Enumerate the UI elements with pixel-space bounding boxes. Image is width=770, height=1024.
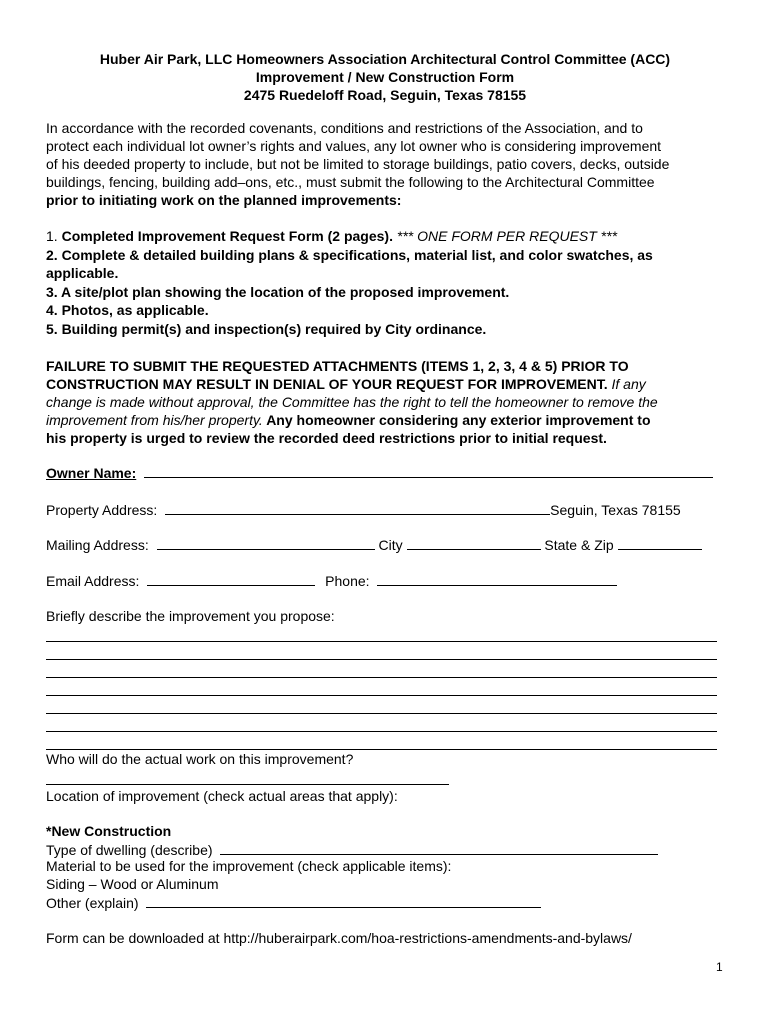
email-phone-row [46, 571, 617, 590]
city-field[interactable] [407, 535, 541, 550]
intro-line-2: protect each individual lot owner’s rights and values, any lot owner who is considering improvement [46, 138, 662, 154]
siding-option[interactable]: Siding – Wood or Aluminum [46, 876, 219, 892]
requirement-1-note: *** ONE FORM PER REQUEST *** [392, 228, 618, 244]
warning-line-2-bold: CONSTRUCTION MAY RESULT IN DENIAL OF YOUR REQUEST FOR IMPROVEMENT. [46, 376, 608, 392]
mailing-address-row [46, 535, 702, 554]
requirement-item-4: 4. Photos, as applicable. [46, 302, 209, 318]
warning-line-4 [46, 411, 726, 429]
describe-line-3[interactable] [46, 677, 717, 678]
download-note: Form can be downloaded at http://huberairpark.com/hoa-restrictions-amendments-and-bylaws/ [46, 930, 632, 946]
intro-paragraph [46, 119, 726, 209]
warning-line-4-bold: Any homeowner considering any exterior improvement to [262, 412, 651, 428]
email-address-label: Email Address: [46, 573, 140, 589]
owner-name-field[interactable] [144, 463, 713, 478]
who-label: Who will do the actual work on this improvement? [46, 751, 354, 767]
mailing-address-field[interactable] [157, 535, 375, 550]
describe-line-5[interactable] [46, 713, 717, 714]
property-address-label: Property Address: [46, 502, 158, 518]
state-zip-label: State & Zip [540, 537, 618, 553]
header-line-3: 2475 Ruedeloff Road, Seguin, Texas 78155 [243, 87, 527, 103]
who-field[interactable] [46, 784, 449, 785]
email-address-field[interactable] [147, 571, 315, 586]
phone-field[interactable] [377, 571, 617, 586]
phone-label: Phone: [325, 573, 370, 589]
warning-line-1: FAILURE TO SUBMIT THE REQUESTED ATTACHMENTS (ITEMS 1, 2, 3, 4 & 5) PRIOR TO [46, 358, 629, 374]
property-address-suffix: Seguin, Texas 78155 [550, 502, 681, 518]
other-field[interactable] [146, 893, 541, 908]
new-construction-heading: *New Construction [46, 823, 172, 839]
describe-label: Briefly describe the improvement you propose: [46, 608, 335, 624]
state-zip-field[interactable] [618, 535, 702, 550]
warning-paragraph [46, 357, 726, 447]
owner-name-row [46, 463, 713, 482]
warning-line-5: his property is urged to review the recorded deed restrictions prior to initial request. [46, 430, 607, 446]
intro-line-1: In accordance with the recorded covenants, conditions and restrictions of the Association, and to [46, 120, 643, 136]
requirement-item-2: 2. Complete & detailed building plans & specifications, material list, and color swatches, as [46, 246, 653, 263]
describe-line-4[interactable] [46, 695, 717, 696]
owner-name-label: Owner Name: [46, 465, 137, 481]
other-row [46, 893, 541, 912]
material-label: Material to be used for the improvement (check applicable items): [46, 858, 452, 874]
requirement-item-5: 5. Building permit(s) and inspection(s) required by City ordinance. [46, 320, 487, 337]
mailing-address-label: Mailing Address: [46, 537, 149, 553]
describe-line-1[interactable] [46, 641, 717, 642]
property-address-row [46, 500, 681, 519]
requirement-item-3: 3. A site/plot plan showing the location of the proposed improvement. [46, 283, 510, 300]
requirement-item-2-cont: applicable. [46, 265, 119, 281]
header-line-1: Huber Air Park, LLC Homeowners Association Architectural Control Committee (ACC) [99, 51, 671, 67]
location-label: Location of improvement (check actual areas that apply): [46, 788, 398, 804]
other-label: Other (explain) [46, 895, 139, 911]
property-address-field[interactable] [165, 500, 550, 515]
warning-line-2 [46, 375, 726, 393]
requirements-list [46, 227, 726, 338]
city-label: City [374, 537, 407, 553]
page-number: 1 [716, 960, 723, 974]
dwelling-field[interactable] [220, 840, 658, 855]
intro-line-3: of his deeded property to include, but not be limited to storage buildings, patio covers, decks, outside [46, 156, 670, 172]
describe-line-2[interactable] [46, 659, 717, 660]
form-header [40, 50, 730, 104]
header-line-2: Improvement / New Construction Form [255, 69, 515, 85]
requirement-item-1 [46, 227, 726, 246]
intro-line-5: prior to initiating work on the planned improvements: [46, 192, 402, 208]
requirement-1-text: Completed Improvement Request Form (2 pages). [61, 228, 393, 244]
describe-line-6[interactable] [46, 731, 717, 732]
requirement-1-number: 1. [46, 228, 62, 244]
warning-line-2-italic: If any [607, 376, 646, 392]
intro-line-4: buildings, fencing, building add–ons, etc., must submit the following to the Architectural Committee [46, 174, 655, 190]
dwelling-label: Type of dwelling (describe) [46, 842, 213, 858]
warning-line-3: change is made without approval, the Committee has the right to tell the homeowner to remove the [46, 394, 658, 410]
warning-line-4-italic: improvement from his/her property. [46, 412, 263, 428]
